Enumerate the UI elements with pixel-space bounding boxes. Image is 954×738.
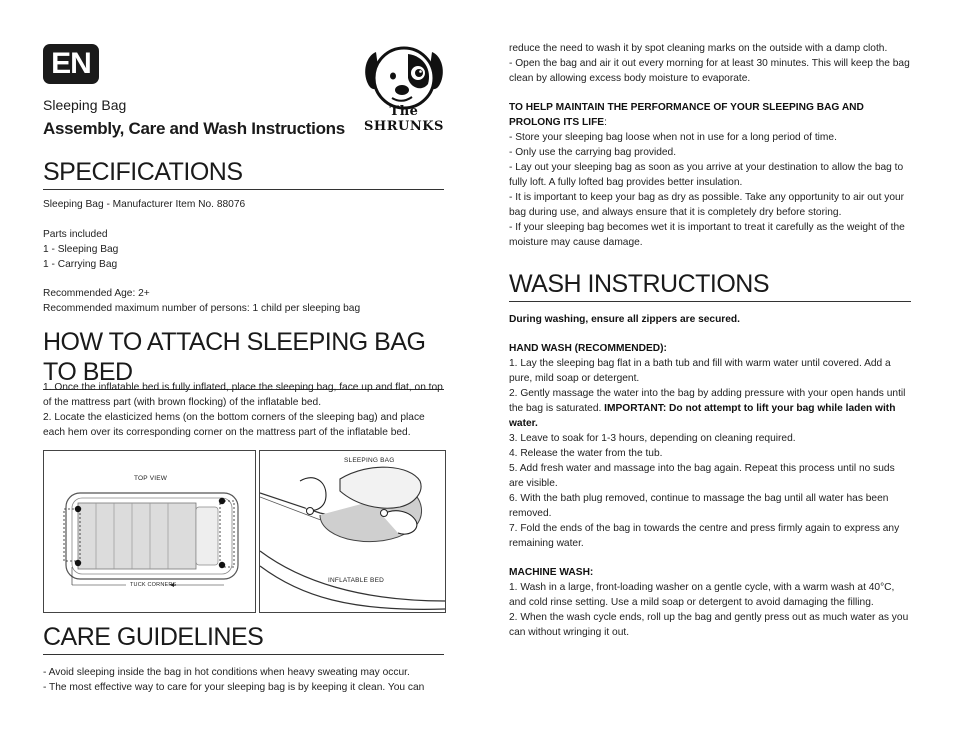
attach-heading: HOW TO ATTACH SLEEPING BAG TO BED	[43, 327, 444, 390]
care-lines	[43, 665, 447, 695]
recommended-persons: Recommended maximum number of persons: 1 child per sleeping bag	[43, 303, 361, 314]
machine-wash-step: 2. When the wash cycle ends, roll up the bag and gently press out as much water as you can without wringing it out.	[509, 612, 909, 638]
document-title: Assembly, Care and Wash Instructions	[43, 119, 345, 138]
machine-wash-step: 1. Wash in a large, front-loading washer on a gentle cycle, with a warm wash at 40°C, and cold rinse setting. Use a mild soap or detergent to avoid damaging the filling.	[509, 582, 895, 608]
maintain-line: - Lay out your sleeping bag as soon as you arrive at your destination to allow the bag to fully loft. A fully lofted bag provides better insulation.	[509, 162, 904, 188]
parts-heading: Parts included	[43, 229, 108, 240]
maintain-line: - Only use the carrying bag provided.	[509, 147, 677, 158]
attach-step: 1. Once the inflatable bed is fully inflated, place the sleeping bag, face up and flat, on top of the mattress part (with brown flocking) of the inflatable bed.	[43, 382, 443, 408]
product-name: Sleeping Bag	[43, 97, 127, 113]
specifications-body	[43, 197, 445, 316]
care-line: reduce the need to wash it by spot cleaning marks on the outside with a damp cloth.	[509, 43, 888, 54]
side-view-drawing	[260, 451, 445, 612]
wash-body	[509, 312, 911, 640]
recommended-age: Recommended Age: 2+	[43, 288, 150, 299]
maintain-line: - It is important to keep your bag as dry as possible. Take any opportunity to air out your bag during use, and always ensure that it is completely dry before storing.	[509, 192, 905, 218]
sleeping-bag-label: SLEEPING BAG	[344, 457, 395, 464]
part-item: 1 - Carrying Bag	[43, 259, 118, 270]
care-continued	[509, 41, 911, 86]
top-view-diagram	[43, 450, 256, 613]
maintain-line: - Store your sleeping bag loose when not in use for a long period of time.	[509, 132, 837, 143]
maintain-heading: TO HELP MAINTAIN THE PERFORMANCE OF YOUR SLEEPING BAG AND PROLONG ITS LIFE:	[509, 102, 864, 128]
attach-steps	[43, 380, 447, 440]
hand-wash-step: 4. Release the water from the tub.	[509, 448, 663, 459]
maintain-line: - If your sleeping bag becomes wet it is important to treat it carefully as the weight of the moisture may cause damage.	[509, 222, 905, 248]
top-view-label: TOP VIEW	[134, 475, 168, 482]
language-badge: EN	[43, 44, 99, 84]
hand-wash-step: 6. With the bath plug removed, continue to massage the bag until all water has been removed.	[509, 493, 889, 519]
machine-wash-heading: MACHINE WASH:	[509, 567, 594, 578]
hand-wash-heading: HAND WASH (RECOMMENDED):	[509, 343, 667, 354]
attach-step: 2. Locate the elasticized hems (on the bottom corners of the sleeping bag) and place each hem over its corresponding corner on the mattress part of the inflatable bed.	[43, 412, 425, 438]
maintain-section	[509, 100, 911, 250]
shrunks-logo	[362, 42, 446, 134]
part-item: 1 - Sleeping Bag	[43, 244, 119, 255]
wash-heading: WASH INSTRUCTIONS	[509, 269, 911, 302]
zipper-note: During washing, ensure all zippers are secured.	[509, 314, 740, 325]
side-view-diagram	[259, 450, 446, 613]
care-line: - Avoid sleeping inside the bag in hot conditions when heavy sweating may occur.	[43, 667, 410, 678]
care-line: - The most effective way to care for your sleeping bag is by keeping it clean. You can	[43, 682, 425, 693]
specifications-heading: SPECIFICATIONS	[43, 157, 444, 190]
care-line: - Open the bag and air it out every morning for at least 30 minutes. This will keep the bag clean by allowing excess body moisture to evaporate.	[509, 58, 910, 84]
inflatable-bed-label: INFLATABLE BED	[328, 577, 385, 584]
tuck-corners-label: TUCK CORNERS	[130, 582, 177, 588]
item-number: Sleeping Bag - Manufacturer Item No. 88076	[43, 199, 246, 210]
hand-wash-step: 2. Gently massage the water into the bag by adding pressure with your open hands until the bag is saturated. IMPORTANT: Do not attempt to lift your bag while laden with water.	[509, 388, 906, 429]
logo-text: The SHRUNKS	[364, 104, 444, 134]
care-heading: CARE GUIDELINES	[43, 622, 444, 655]
hand-wash-step: 3. Leave to soak for 1-3 hours, depending on cleaning required.	[509, 433, 796, 444]
hand-wash-step: 5. Add fresh water and massage into the bag again. Repeat this process until no suds are visible.	[509, 463, 895, 489]
hand-wash-step: 7. Fold the ends of the bag in towards the centre and press firmly again to express any remaining water.	[509, 523, 900, 549]
hand-wash-step: 1. Lay the sleeping bag flat in a bath tub and fill with warm water until covered. Add a pure, mild soap or detergent.	[509, 358, 891, 384]
